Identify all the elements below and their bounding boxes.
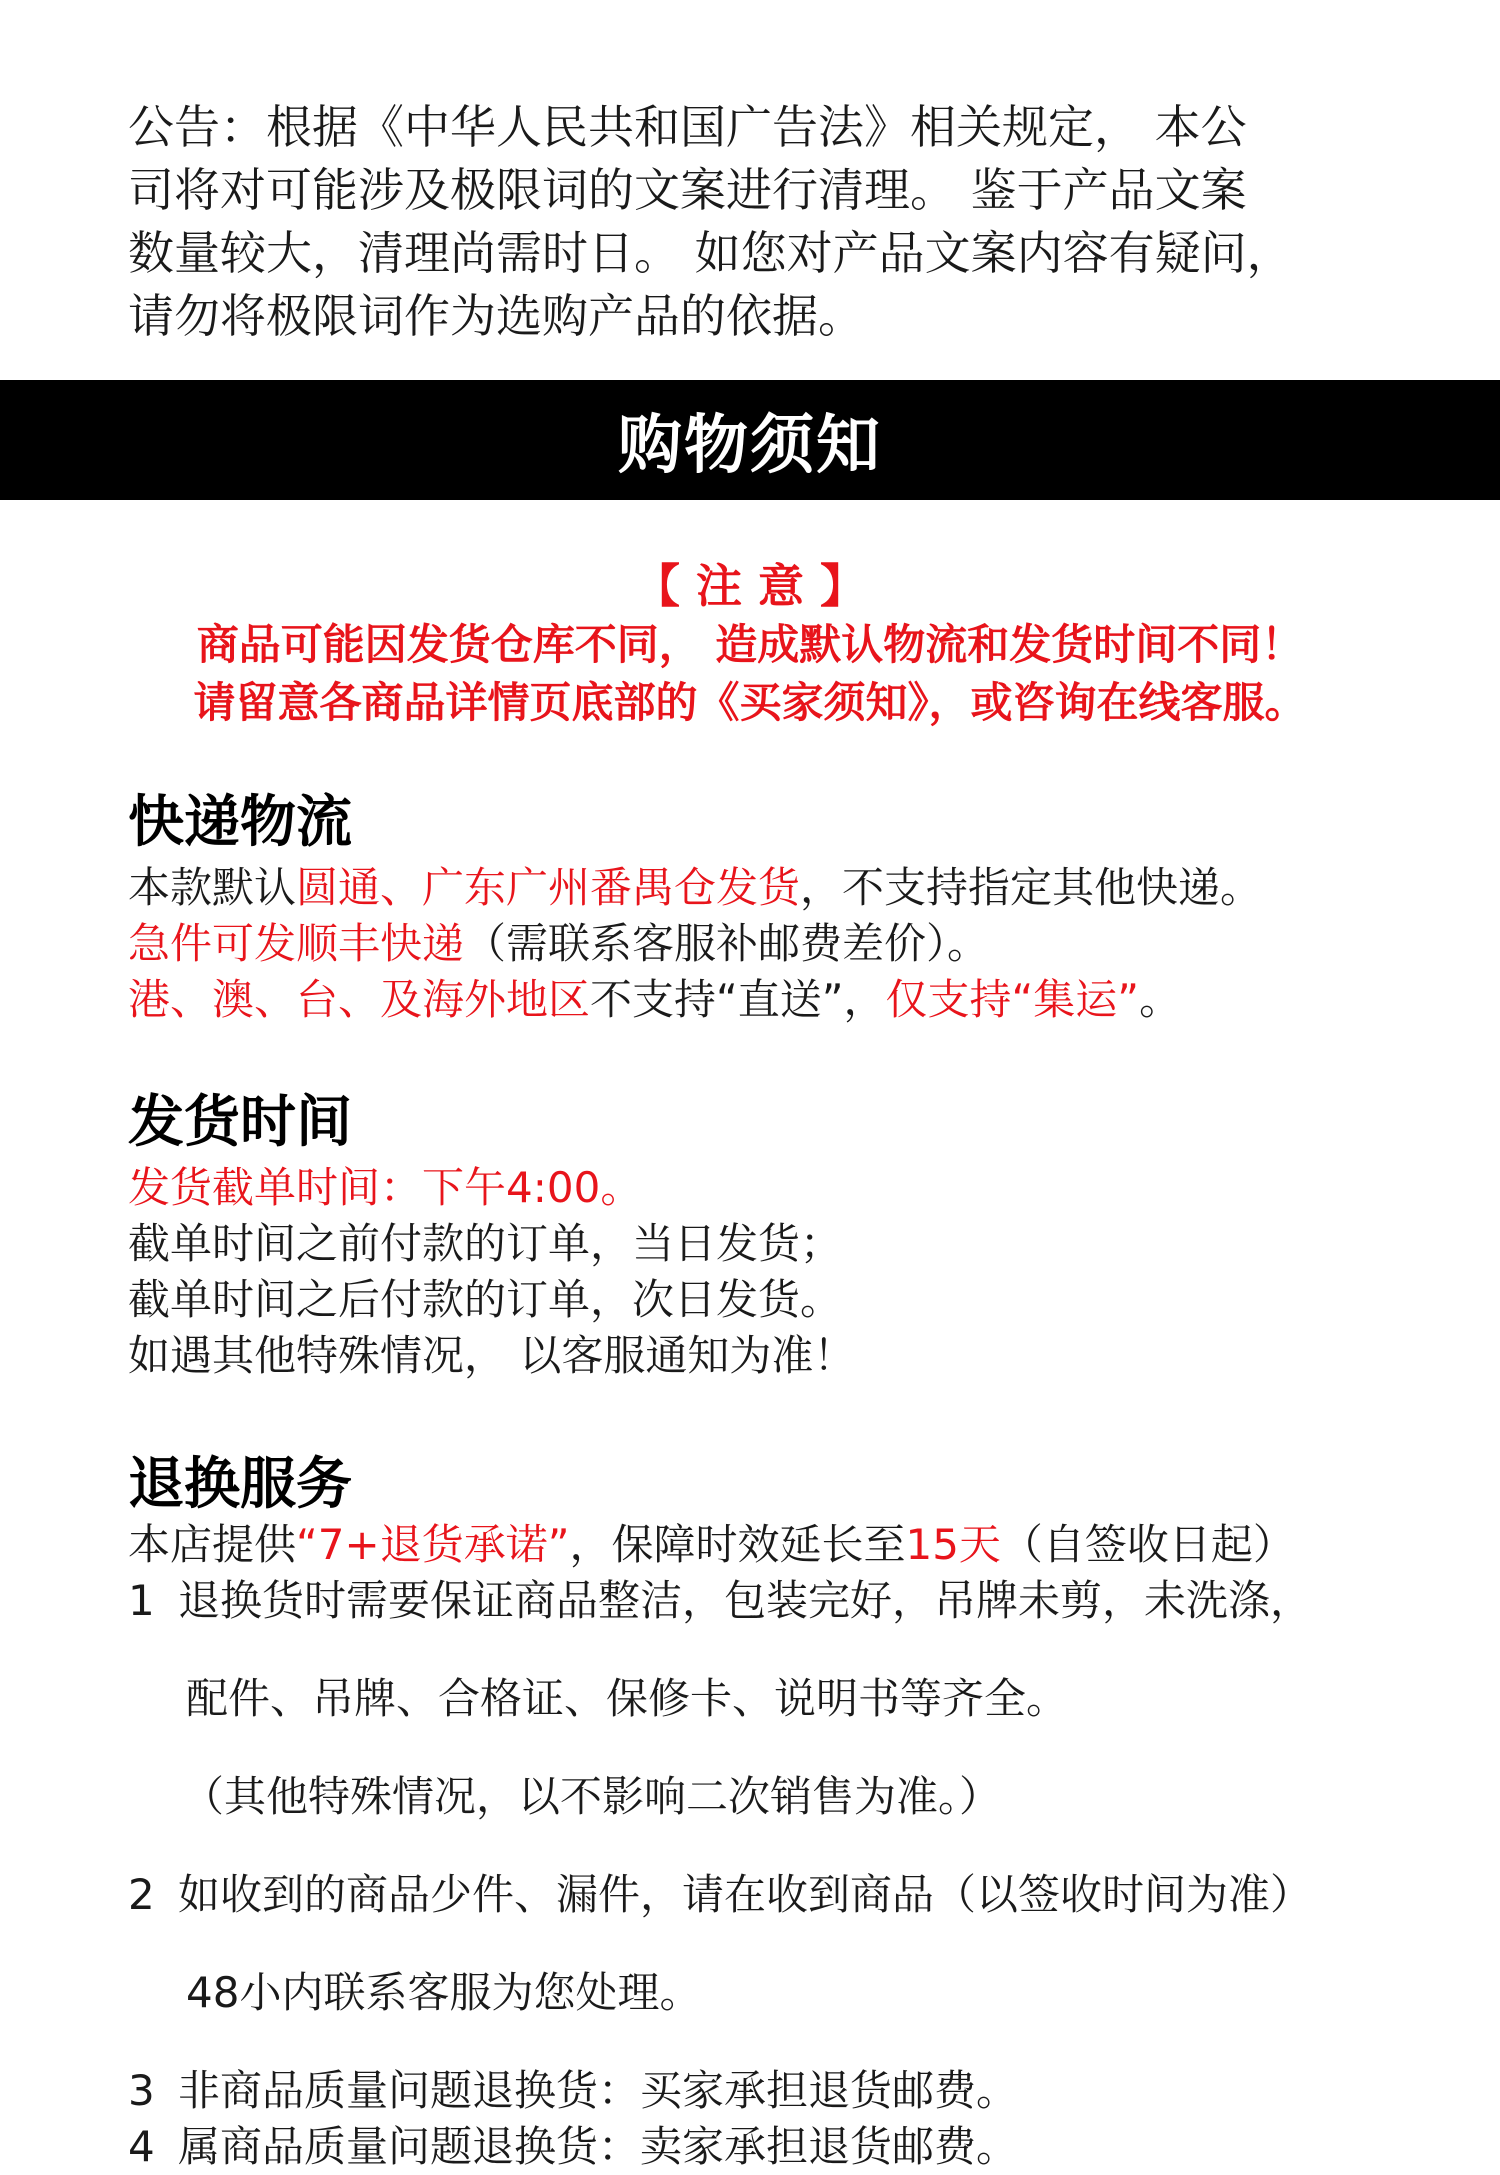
list-continuation: 配件、吊牌、合格证、保修卡、说明书等齐全。: [186, 1674, 1069, 1723]
attention-line: 商品可能因发货仓库不同， 造成默认物流和发货时间不同！: [196, 620, 1304, 669]
list-item: [128, 2063, 1428, 2119]
section-banner: [0, 380, 1500, 500]
list-continuation: 48小内联系客服为您处理。: [186, 1968, 702, 2017]
attention-line: 请留意各商品详情页底部的《买家须知》，或咨询在线客服。: [193, 678, 1307, 727]
list-text: 非商品质量问题退换货：买家承担退货邮费。: [178, 2066, 1019, 2115]
list-text: 属商品质量问题退换货：卖家承担退货邮费。: [178, 2122, 1019, 2171]
shipping-text: （需联系客服补邮费差价）。: [464, 919, 990, 968]
attention-title: 【 注 意 】: [633, 559, 867, 613]
list-number: 3: [128, 2066, 155, 2115]
attention-block: [0, 556, 1500, 732]
returns-text: （自签收日起）: [1000, 1520, 1295, 1569]
shipping-line: [128, 860, 1428, 916]
list-text: 退换货时需要保证商品整洁，包装完好，吊牌未剪，未洗涤，: [178, 1576, 1313, 1625]
returns-text: ，保障时效延长至: [569, 1520, 906, 1569]
shipping-consolidated: 仅支持“集运”: [885, 975, 1140, 1024]
dispatch-line: 截单时间之前付款的订单，当日发货；: [128, 1219, 843, 1268]
shipping-body: [128, 860, 1428, 1028]
returns-heading: 退换服务: [128, 1452, 352, 1517]
list-item: [128, 1573, 1428, 1629]
shipping-warehouse: 圆通、广东广州番禺仓发货: [296, 863, 801, 912]
returns-intro: [128, 1517, 1428, 1573]
shipping-heading: 快递物流: [128, 790, 352, 855]
shipping-text: 本款默认: [128, 863, 297, 912]
dispatch-body: [128, 1160, 1428, 1384]
list-item: [128, 2119, 1428, 2175]
dispatch-line: 如遇其他特殊情况， 以客服通知为准！: [128, 1331, 856, 1380]
list-item: [128, 1867, 1428, 1923]
list-continuation: （其他特殊情况，以不影响二次销售为准。）: [182, 1772, 1002, 1821]
list-number: 2: [128, 1870, 155, 1919]
dispatch-line: 截单时间之后付款的订单，次日发货。: [128, 1275, 843, 1324]
shipping-express: 急件可发顺丰快递: [128, 919, 465, 968]
shipping-text: 。: [1139, 975, 1182, 1024]
dispatch-cutoff: 发货截单时间：下午4:00。: [128, 1163, 643, 1212]
dispatch-heading: 发货时间: [128, 1090, 352, 1155]
shipping-line: [128, 972, 1428, 1028]
shipping-text: 不支持“直送”，: [590, 975, 886, 1024]
announcement-line: 请勿将极限词作为选购产品的依据。: [128, 289, 864, 343]
list-text: 如收到的商品少件、漏件，请在收到商品（以签收时间为准）: [178, 1870, 1313, 1919]
list-number: 1: [128, 1576, 155, 1625]
announcement-line: 数量较大，清理尚需时日。 如您对产品文案内容有疑问，: [128, 226, 1293, 280]
returns-text: 本店提供: [128, 1520, 297, 1569]
announcement-line: 公告：根据《中华人民共和国广告法》相关规定， 本公: [128, 100, 1247, 154]
list-number: 4: [128, 2122, 155, 2171]
announcement: [128, 96, 1398, 348]
announcement-line: 司将对可能涉及极限词的文案进行清理。 鉴于产品文案: [128, 163, 1247, 217]
returns-promise: “7+退货承诺”: [296, 1520, 570, 1569]
returns-days: 15天: [905, 1520, 1001, 1569]
shipping-line: [128, 916, 1428, 972]
banner-title: 购物须知: [618, 409, 882, 483]
shipping-text: ，不支持指定其他快递。: [800, 863, 1263, 912]
shipping-regions: 港、澳、台、及海外地区: [128, 975, 591, 1024]
returns-body: [128, 1517, 1428, 2175]
